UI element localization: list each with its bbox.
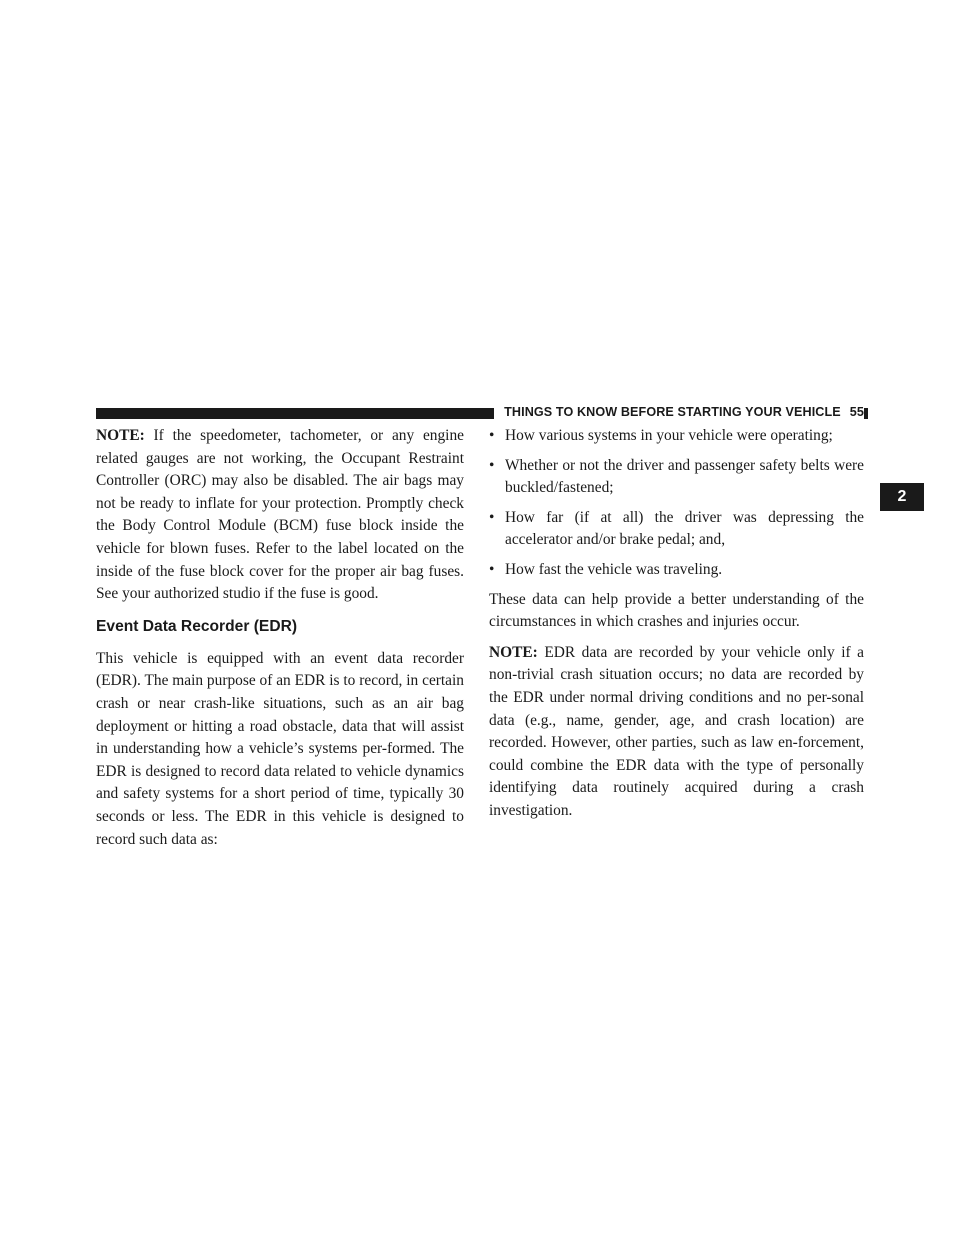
list-item: • How far (if at all) the driver was depressing the accelerator and/or brake pedal; and, [489, 508, 864, 549]
list-item: • How fast the vehicle was traveling. [489, 559, 864, 582]
edr-purpose-paragraph: These data can help provide a better understanding of the circumstances in which crashes and injuries occur. [489, 590, 864, 631]
edr-data-list [489, 425, 864, 582]
edr-note [489, 642, 864, 823]
edr-description: This vehicle is equipped with an event data recorder (EDR). The main purpose of an EDR is to record, in certain crash or near crash-like situations, such as an air bag deployment or hitting a road obstacle, data that will assist in understanding how a vehicle’s systems per-formed. The EDR is designed to record data related to vehicle dynamics and safety systems for a short period of time, typically 30 seconds or less. The EDR in this vehicle is designed to record such data as: [96, 649, 464, 848]
note-text: EDR data are recorded by your vehicle only if a non-trivial crash situation occurs; no data are recorded by the EDR under normal driving conditions and no per-sonal data (e.g., name, gender, age, and crash location) are recorded. However, other parties, such as law en-forcement, could combine the EDR data with the type of personally identifying data routinely acquired during a crash investigation. [489, 643, 864, 819]
note-text: If the speedometer, tachometer, or any engine related gauges are not working, the Occupant Restraint Controller (ORC) may also be disabled. The air bags may not be ready to inflate for your protection. Promptly check the Body Control Module (BCM) fuse block inside the vehicle for blown fuses. Refer to the label located on the inside of the fuse block cover for the proper air bag fuses. See your authorized studio if the fuse is good. [96, 427, 464, 603]
bullet-glyph: • [489, 427, 495, 444]
section-title: THINGS TO KNOW BEFORE STARTING YOUR VEHICLE [504, 405, 841, 419]
running-header [494, 404, 864, 421]
bullet-glyph: • [489, 456, 495, 474]
list-item: • Whether or not the driver and passenger safety belts were buckled/fastened; [489, 456, 864, 497]
list-item: • How various systems in your vehicle were operating; [489, 425, 864, 448]
chapter-tab: 2 [880, 483, 924, 511]
bullet-glyph: • [489, 560, 495, 578]
note-label: NOTE: [489, 643, 538, 661]
page-number: 55 [849, 405, 864, 419]
left-column [96, 425, 464, 851]
note-label: NOTE: [96, 427, 145, 444]
bullet-glyph: • [489, 508, 495, 526]
orc-note [96, 425, 464, 606]
right-column [489, 425, 864, 823]
section-heading: Event Data Recorder (EDR) [96, 617, 298, 635]
